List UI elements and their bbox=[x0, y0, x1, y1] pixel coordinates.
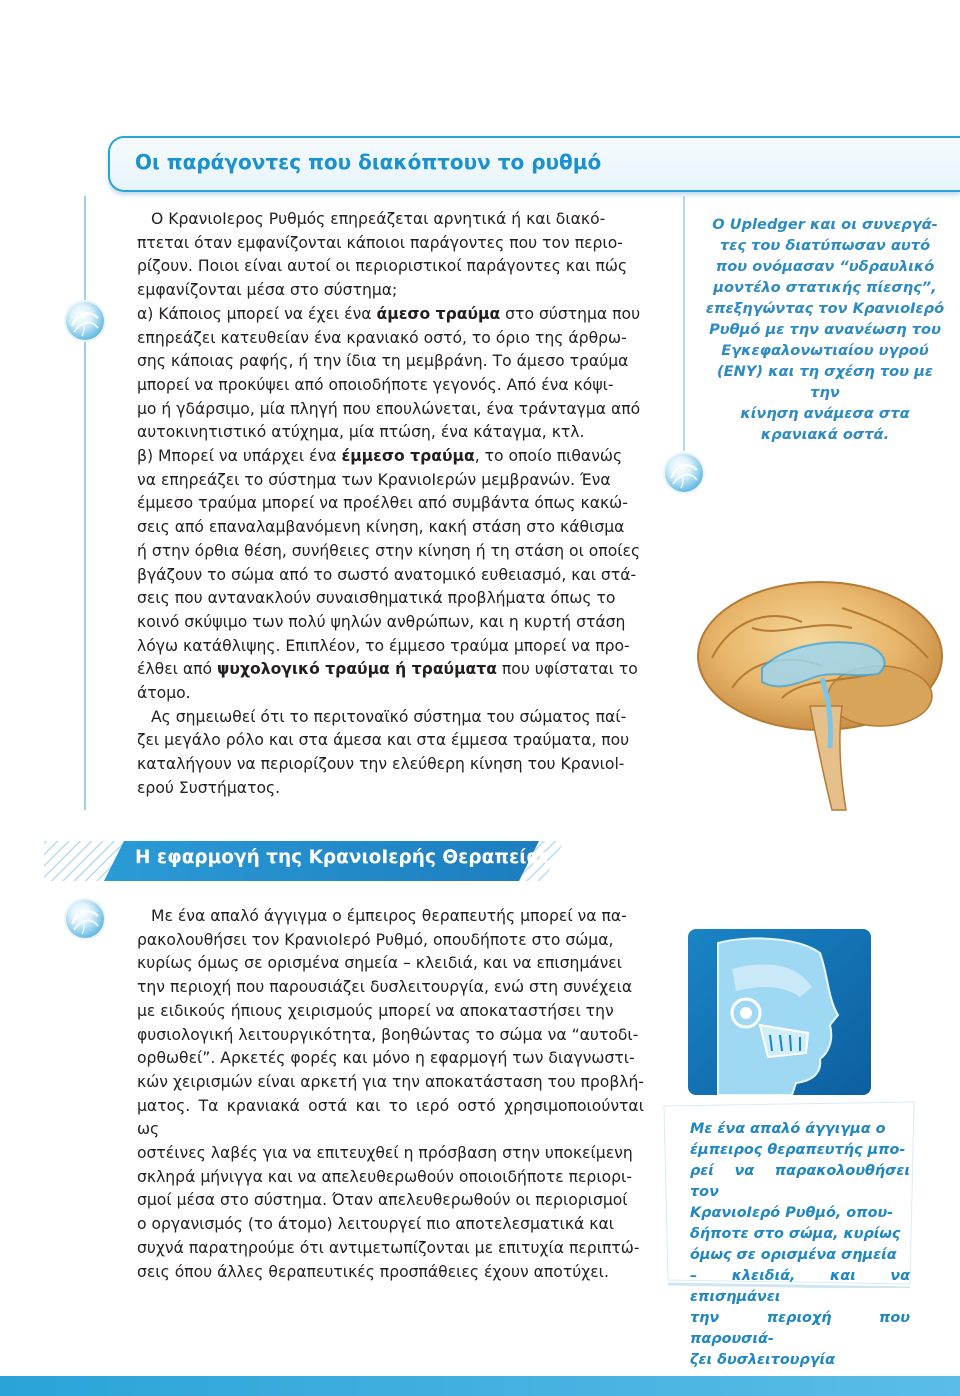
body-line: μπορεί να προκύψει από οποιοδήποτε γεγονός. Από ένα κόψι- bbox=[137, 375, 614, 394]
body-line: κοινό σκύψιμο των πολύ ψηλών ανθρώπων, και η κυρτή στάση bbox=[137, 612, 626, 631]
body-line: με ειδικούς ήπιους χειρισμούς μπορεί να αποκαταστήσει την bbox=[137, 1001, 614, 1020]
swirl-icon bbox=[66, 302, 104, 340]
body-line: σεις όπου άλλες θεραπευτικές προσπάθειες έχουν αποτύχει. bbox=[137, 1262, 609, 1281]
note-line: Ρυθμό με την ανανέωση του bbox=[709, 321, 941, 338]
line-text: β) Μπορεί να υπάρχει ένα bbox=[137, 447, 342, 466]
body-line: οστέινες λαβές για να επιτευχθεί η πρόσβαση στην υποκείμενη bbox=[137, 1144, 633, 1163]
note-line: ΚρανιοΙερό Ρυθμό, οπου- bbox=[690, 1205, 894, 1221]
note-line: τες του διατύπωσαν αυτό bbox=[719, 237, 931, 254]
note-line: ζει δυσλειτουργία bbox=[690, 1352, 836, 1368]
body-line: λόγω κατάθλιψης. Επιπλέον, το έμμεσο τραύμα μπορεί να προ- bbox=[137, 636, 630, 655]
body-line: σεις που αντανακλούν συναισθηματικά προβλήματα όπως το bbox=[137, 589, 616, 608]
section-body-2 bbox=[137, 905, 644, 1284]
section-title-2: Η εφαρμογή της ΚρανιοΙερής Θεραπείας bbox=[135, 847, 551, 868]
note-line: όμως σε ορισμένα σημεία bbox=[690, 1247, 897, 1263]
note-line: την περιοχή που παρουσιά- bbox=[690, 1310, 910, 1347]
body-line: Με ένα απαλό άγγιγμα ο έμπειρος θεραπευτής μπορεί να πα- bbox=[151, 907, 627, 925]
body-line: άτομο. bbox=[137, 684, 191, 703]
body-line: συχνά παρατηρούμε ότι αντιμετωπίζονται με επιτυχία περιπτώ- bbox=[137, 1238, 640, 1257]
body-line bbox=[137, 445, 644, 469]
body-line: κυρίως όμως σε ορισμένα σημεία – κλειδιά, και να επισημάνει bbox=[137, 954, 622, 973]
body-line: ρακολουθήσει τον ΚρανιοΙερό Ρυθμό, οπουδήποτε στο σώμα, bbox=[137, 930, 614, 949]
body-line: ή στην όρθια θέση, συνήθειες στην κίνηση ή τη στάση οι οποίες bbox=[137, 541, 641, 560]
body-line: έμμεσο τραύμα μπορεί να προέλθει από συμβάντα όπως κακώ- bbox=[137, 494, 628, 513]
body-line bbox=[137, 658, 644, 682]
body-line: βγάζουν το σώμα από το σωστό ανατομικό ευθειασμό, και στά- bbox=[137, 565, 637, 584]
head-profile-illustration bbox=[688, 929, 871, 1095]
body-line: ερού Συστήματος. bbox=[137, 778, 281, 797]
body-line: σμοί μέσα στο σύστημα. Όταν απελευθερωθούν οι περιορισμοί bbox=[137, 1191, 628, 1210]
body-line: την περιοχή που παρουσιάζει δυσλειτουργία, ενώ στη συνέχεια bbox=[137, 978, 633, 997]
line-text: που υφίσταται το bbox=[496, 660, 638, 679]
note-line: Ο Upledger και οι συνεργά- bbox=[712, 216, 938, 233]
swirl-icon bbox=[665, 454, 703, 492]
body-line: ο οργανισμός (το άτομο) λειτουργεί πιο αποτελεσματικά και bbox=[137, 1215, 615, 1234]
section-title: Οι παράγοντες που διακόπτουν το ρυθμό bbox=[135, 150, 602, 174]
body-line: ορθωθεί”. Αρκετές φορές και μόνο η εφαρμογή των διαγνωστι- bbox=[137, 1049, 635, 1068]
left-rule bbox=[84, 340, 86, 810]
left-rule bbox=[84, 196, 86, 304]
footer-strip bbox=[0, 1376, 960, 1396]
body-line bbox=[137, 303, 644, 327]
body-line: πτεται όταν εμφανίζονται κάποιοι παράγοντες που τον περιο- bbox=[137, 233, 623, 252]
note-line: μοντέλο στατικής πίεσης”, bbox=[713, 279, 937, 296]
middle-rule bbox=[683, 196, 685, 451]
body-line: σεις από επαναλαμβανόμενη κίνηση, κακή στάση στο κάθισμα bbox=[137, 518, 625, 537]
emphasis: έμμεσο τραύμα bbox=[341, 447, 475, 466]
section-title-band-2 bbox=[44, 831, 564, 883]
line-text: α) Κάποιος μπορεί να έχει ένα bbox=[137, 304, 377, 323]
emphasis: ψυχολογικό τραύμα ή τραύματα bbox=[217, 660, 497, 679]
body-line: μο ή γδάρσιμο, μία πληγή που επουλώνεται, ένα τράνταγμα από bbox=[137, 399, 641, 418]
line-text: έλθει από bbox=[137, 660, 218, 679]
side-note-upledger bbox=[700, 214, 950, 445]
side-note-touch bbox=[690, 1119, 910, 1371]
body-line: σης κάποιας ραφής, ή την ίδια τη μεμβράνη. Το άμεσο τραύμα bbox=[137, 352, 629, 371]
body-line: κών χειρισμών είναι αρκετή για την αποκατάσταση του προβλή- bbox=[137, 1072, 645, 1091]
body-line: σκληρά μήνιγγα και να απελευθερωθούν οποιοιδήποτε περιορι- bbox=[137, 1167, 632, 1186]
body-line: ζει μεγάλο ρόλο και στα άμεσα και στα έμμεσα τραύματα, που bbox=[137, 731, 630, 750]
note-line: (ΕΝΥ) και τη σχέση του με την bbox=[717, 363, 933, 401]
note-line: κρανιακά οστά. bbox=[760, 426, 890, 443]
body-line: ρίζουν. Ποιοι είναι αυτοί οι περιοριστικοί παράγοντες και πώς bbox=[137, 257, 628, 276]
note-line: δήποτε στο σώμα, κυρίως bbox=[690, 1226, 901, 1242]
note-line: Με ένα απαλό άγγιγμα ο bbox=[690, 1121, 886, 1137]
note-line: επεξηγώντας τον ΚρανιοΙερό bbox=[705, 300, 945, 317]
note-line: κίνηση ανάμεσα στα bbox=[740, 405, 910, 422]
line-text: , το οποίο πιθανώς bbox=[474, 447, 623, 466]
note-line: – κλειδιά, και να επισημάνει bbox=[690, 1268, 910, 1305]
body-line: επηρεάζει κατευθείαν ένα κρανιακό οστό, το όριο της άρθρω- bbox=[137, 328, 627, 347]
body-line: καταλήγουν να περιορίζουν την ελεύθερη κίνηση του Κρανιοl- bbox=[137, 755, 625, 774]
section-title-band bbox=[108, 136, 960, 192]
body-line: Ας σημειωθεί ότι το περιτοναϊκό σύστημα του σώματος παί- bbox=[151, 707, 627, 726]
brain-illustration bbox=[692, 578, 950, 816]
body-line: αυτοκινητιστικό ατύχημα, μία πτώση, ένα κάταγμα, κτλ. bbox=[137, 423, 585, 442]
note-line: Εγκεφαλονωτιαίου υγρού bbox=[721, 342, 929, 359]
swirl-icon bbox=[66, 900, 104, 938]
body-line: Ο ΚρανιοΙερος Ρυθμός επηρεάζεται αρνητικά ή και διακό- bbox=[151, 210, 606, 228]
note-line: ρεί να παρακολουθήσει τον bbox=[690, 1163, 910, 1200]
body-line: ματος. Τα κρανιακά οστά και το ιερό οστό χρησιμοποιούνται ως bbox=[137, 1096, 644, 1139]
body-line: φυσιολογική λειτουργικότητα, βοηθώντας το σώμα να “αυτοδι- bbox=[137, 1025, 639, 1044]
note-line: που ονόμασαν “υδραυλικό bbox=[715, 258, 935, 275]
note-line: έμπειρος θεραπευτής μπο- bbox=[690, 1142, 906, 1158]
emphasis: άμεσο τραύμα bbox=[376, 304, 501, 323]
body-line: εμφανίζονται μέσα στο σύστημα; bbox=[137, 281, 398, 300]
line-text: στο σύστημα που bbox=[500, 304, 641, 323]
body-line: να επηρεάζει το σύστημα των ΚρανιοΙερών μεμβρανών. Ένα bbox=[137, 470, 611, 489]
section-body bbox=[137, 208, 644, 801]
